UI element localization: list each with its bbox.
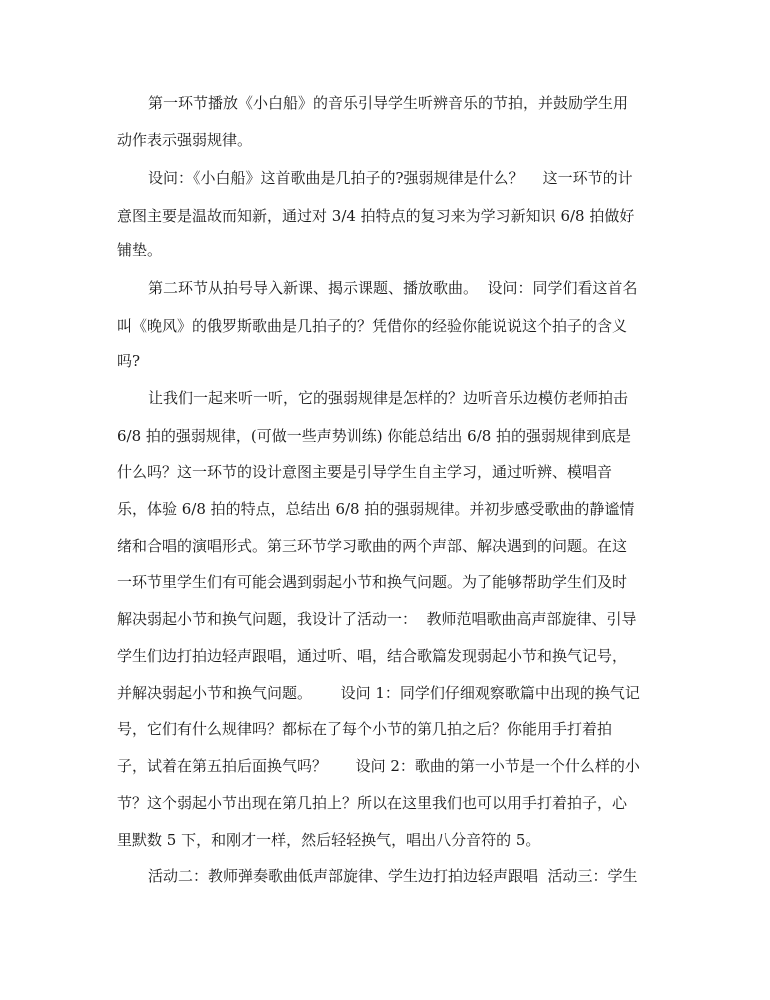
paragraph-line: 绪和合唱的演唱形式。第三环节学习歌曲的两个声部、解决遇到的问题。在这 <box>117 537 628 555</box>
paragraph-line: 一环节里学生们有可能会遇到弱起小节和换气问题。为了能够帮助学生们及时 <box>117 573 628 591</box>
paragraph-line: 6/8 拍的强弱规律，(可做一些声势训练) 你能总结出 6/8 拍的强弱规律到底是 <box>117 427 632 445</box>
paragraph-line: 第二环节从拍号导入新课、揭示课题、播放歌曲。 设问：同学们看这首名 <box>148 279 638 297</box>
paragraph-line: 设问：《小白船》这首歌曲是几拍子的?强弱规律是什么？ 这一环节的计 <box>148 169 633 187</box>
paragraph-line: 活动二：教师弹奏歌曲低声部旋律、学生边打拍边轻声跟唱 活动三：学生 <box>148 867 638 885</box>
paragraph-line: 让我们一起来听一听，它的强弱规律是怎样的？边听音乐边模仿老师拍击 <box>148 389 629 407</box>
paragraph-line: 铺垫。 <box>117 241 163 259</box>
paragraph-line: 叫《晚风》的俄罗斯歌曲是几拍子的？凭借你的经验你能说说这个拍子的含义 <box>117 317 628 335</box>
paragraph-line: 节？这个弱起小节出现在第几拍上？所以在这里我们也可以用手打着拍子，心 <box>117 794 628 812</box>
paragraph-line: 吗? <box>117 352 141 370</box>
paragraph-line: 意图主要是温故而知新，通过对 3/4 拍特点的复习来为学习新知识 6/8 拍做好 <box>117 207 635 225</box>
paragraph-line: 乐，体验 6/8 拍的特点，总结出 6/8 拍的强弱规律。并初步感受歌曲的静谧情 <box>117 500 635 518</box>
paragraph-line: 解决弱起小节和换气问题，我设计了活动一： 教师范唱歌曲高声部旋律、引导 <box>117 610 637 628</box>
paragraph-line: 什么吗？这一环节的设计意图主要是引导学生自主学习，通过听辨、模唱音 <box>117 463 613 481</box>
paragraph-line: 号，它们有什么规律吗？都标在了每个小节的第几拍之后？你能用手打着拍 <box>117 720 613 738</box>
paragraph-line: 学生们边打拍边轻声跟唱，通过听、唱，结合歌篇发现弱起小节和换气记号， <box>117 647 628 665</box>
paragraph-line: 第一环节播放《小白船》的音乐引导学生听辨音乐的节拍，并鼓励学生用 <box>148 94 629 112</box>
paragraph-line: 里默数 5 下，和刚才一样，然后轻轻换气，唱出八分音符的 5。 <box>117 831 541 849</box>
paragraph-line: 并解决弱起小节和换气问题。 设问 1：同学们仔细观察歌篇中出现的换气记 <box>117 684 640 702</box>
paragraph-line: 子，试着在第五拍后面换气吗？ 设问 2：歌曲的第一小节是一个什么样的小 <box>117 757 640 775</box>
paragraph-line: 动作表示强弱规律。 <box>117 131 253 149</box>
